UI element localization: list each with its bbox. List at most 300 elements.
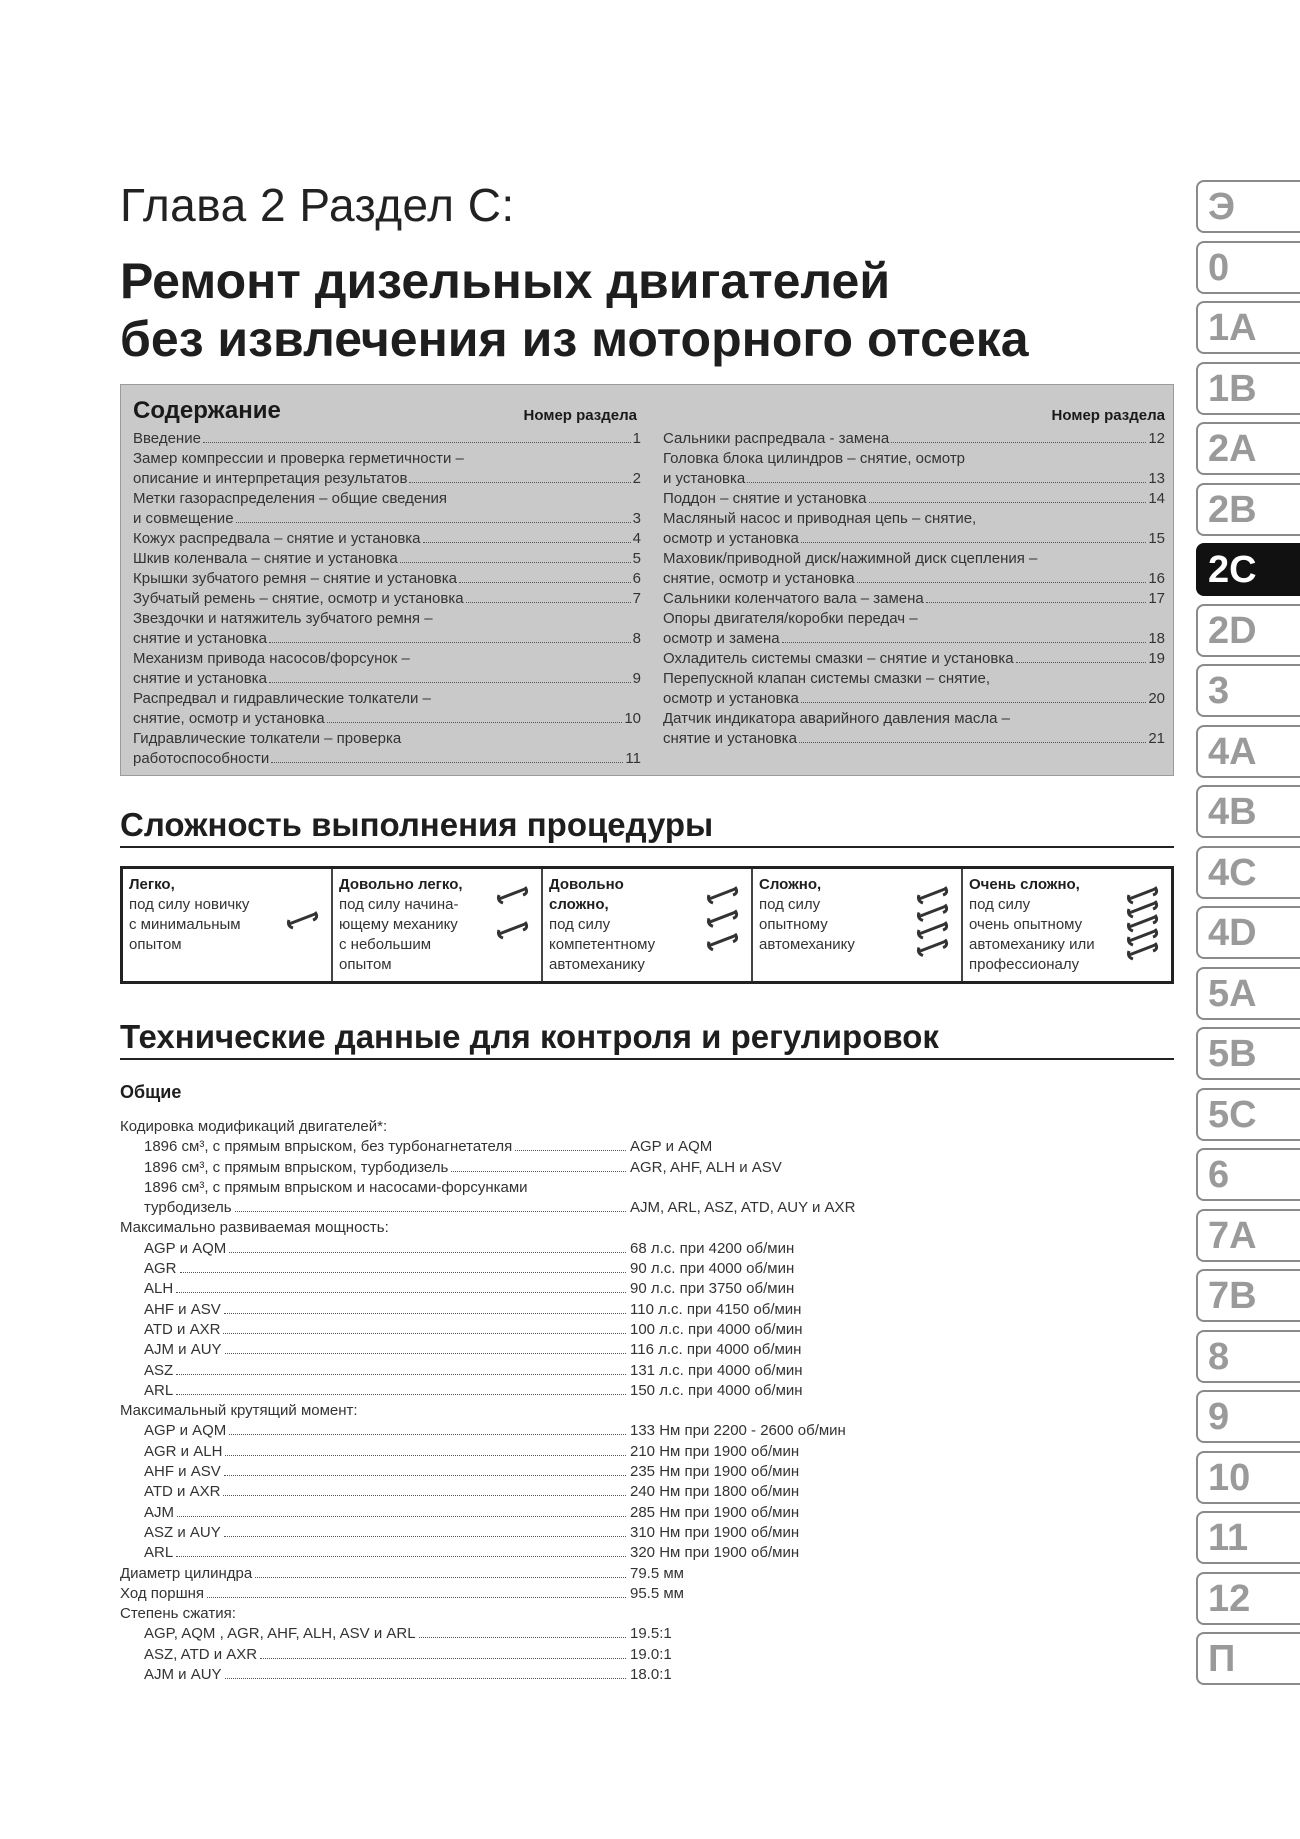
contents-entry-text: Датчик индикатора аварийного давления масла – <box>663 710 1010 727</box>
contents-entry-line <box>133 529 641 549</box>
contents-entry <box>133 729 641 769</box>
wrench-mark <box>499 922 527 938</box>
contents-entry-text: Распредвал и гидравлические толкатели – <box>133 690 431 707</box>
spec-row <box>120 1198 920 1218</box>
spec-label-text: Степень сжатия: <box>120 1605 236 1623</box>
dot-leader <box>799 742 1146 743</box>
difficulty-description <box>759 875 899 955</box>
chapter-tab[interactable]: 11 <box>1196 1511 1300 1564</box>
contents-entry-text: Введение <box>133 430 201 447</box>
spec-label-text: ASZ <box>144 1361 174 1379</box>
spec-value: AGR, AHF, ALH и ASV <box>630 1158 782 1176</box>
contents-entry-text: Шкив коленвала – снятие и установка <box>133 550 398 567</box>
contents-entry-line <box>133 569 641 589</box>
spec-row <box>120 1239 920 1259</box>
contents-entry-number: 16 <box>1148 570 1165 587</box>
spec-label <box>120 1158 630 1178</box>
spec-label <box>120 1503 630 1523</box>
spec-row <box>120 1584 920 1604</box>
spec-label-text: Максимальный крутящий момент: <box>120 1402 358 1420</box>
spec-label-text: ASZ и AUY <box>144 1523 221 1541</box>
difficulty-level <box>543 869 753 981</box>
contents-entry-number: 12 <box>1148 430 1165 447</box>
spec-label <box>120 1604 630 1624</box>
contents-entry-text: снятие, осмотр и установка <box>133 710 325 727</box>
spec-value: 240 Нм при 1800 об/мин <box>630 1483 800 1501</box>
section-number-header: Номер раздела <box>1051 407 1165 424</box>
spec-row <box>120 1300 920 1320</box>
dot-leader <box>203 442 631 443</box>
spec-label <box>120 1137 630 1157</box>
spec-value: 210 Нм при 1900 об/мин <box>630 1442 800 1460</box>
spec-label-text: ARL <box>144 1381 174 1399</box>
dot-leader <box>225 1455 626 1456</box>
chapter-tab[interactable]: П <box>1196 1632 1300 1685</box>
dot-leader <box>224 1313 626 1314</box>
dot-leader <box>176 1556 626 1557</box>
spec-row <box>120 1523 920 1543</box>
title-line-2: без извлечения из моторного отсека <box>120 311 1029 367</box>
specs-subheading: Общие <box>120 1082 182 1102</box>
spec-value: 79.5 мм <box>630 1564 684 1582</box>
spec-value: 100 л.с. при 4000 об/мин <box>630 1320 803 1338</box>
spec-label-text: Максимально развиваемая мощность: <box>120 1219 389 1237</box>
difficulty-text: автомеханику или <box>969 936 1095 953</box>
spec-value: 110 л.с. при 4150 об/мин <box>630 1300 802 1318</box>
dot-leader <box>926 602 1147 603</box>
contents-entry-text: Замер компрессии и проверка герметичности – <box>133 450 464 467</box>
spec-label <box>120 1218 630 1238</box>
contents-entry-number: 7 <box>632 590 641 607</box>
spec-label <box>120 1300 630 1320</box>
spec-row <box>120 1665 920 1685</box>
page-title <box>120 252 1029 368</box>
spec-value: AGP и AQM <box>630 1138 713 1156</box>
dot-leader <box>260 1658 626 1659</box>
spec-label <box>120 1239 630 1259</box>
chapter-tab[interactable]: 7B <box>1196 1269 1300 1322</box>
dot-leader <box>419 1637 626 1638</box>
spec-value: 131 л.с. при 4000 об/мин <box>630 1361 803 1379</box>
spec-value: 320 Нм при 1900 об/мин <box>630 1544 800 1562</box>
difficulty-description <box>339 875 479 975</box>
difficulty-text: профессионалу <box>969 956 1080 973</box>
contents-entry-line <box>133 629 641 649</box>
chapter-tab[interactable]: 2C <box>1196 543 1300 596</box>
spec-row <box>120 1279 920 1299</box>
dot-leader <box>229 1434 626 1435</box>
dot-leader <box>225 1678 626 1679</box>
spec-row <box>120 1624 920 1644</box>
spec-value: 95.5 мм <box>630 1584 684 1602</box>
spec-label-text: 1896 см³, с прямым впрыском, без турбонагнетателя <box>144 1138 513 1156</box>
spec-label-text: AJM и AUY <box>144 1341 222 1359</box>
difficulty-text: под силу <box>759 896 821 913</box>
wrench-rating-icon <box>493 879 531 969</box>
contents-entry-line <box>663 469 1165 489</box>
chapter-tab[interactable]: 5A <box>1196 967 1300 1020</box>
spec-label-text: ASZ, ATD и AXR <box>144 1645 258 1663</box>
contents-entry-line <box>663 529 1165 549</box>
spec-row <box>120 1137 920 1157</box>
chapter-tab[interactable]: 1B <box>1196 362 1300 415</box>
spec-label-text: AJM <box>144 1503 174 1521</box>
contents-entry <box>133 489 641 529</box>
section-number-header: Номер раздела <box>523 407 637 424</box>
difficulty-description <box>969 875 1109 975</box>
contents-entry-text: Маховик/приводной диск/нажимной диск сцепления – <box>663 550 1038 567</box>
contents-entry-text: описание и интерпретация результатов <box>133 470 408 487</box>
dot-leader <box>466 602 631 603</box>
contents-right-column <box>663 393 1165 749</box>
dot-leader <box>207 1597 626 1598</box>
contents-entry-number: 9 <box>632 670 641 687</box>
contents-entry-number: 11 <box>625 750 641 767</box>
spec-label-text: AGR <box>144 1260 177 1278</box>
difficulty-text: компетентному <box>549 936 656 953</box>
spec-row <box>120 1259 920 1279</box>
contents-entry <box>133 589 641 609</box>
contents-entry-line <box>663 569 1165 589</box>
difficulty-label: сложно, <box>549 896 609 913</box>
dot-leader <box>235 1211 626 1212</box>
spec-value: 18.0:1 <box>630 1666 672 1684</box>
spec-value: 68 л.с. при 4200 об/мин <box>630 1239 795 1257</box>
dot-leader <box>225 1353 626 1354</box>
contents-entry-number: 10 <box>624 710 641 727</box>
contents-entry-number: 1 <box>632 430 641 447</box>
contents-entry <box>663 669 1165 709</box>
spec-label-text: Кодировка модификаций двигателей*: <box>120 1118 388 1135</box>
wrench-mark <box>919 922 947 938</box>
difficulty-text: ющему механику <box>339 916 458 933</box>
chapter-tab[interactable]: 2A <box>1196 422 1300 475</box>
chapter-tab[interactable]: 4B <box>1196 785 1300 838</box>
dot-leader <box>451 1171 626 1172</box>
dot-leader <box>327 722 623 723</box>
contents-entry-text: Перепускной клапан системы смазки – снятие, <box>663 670 991 687</box>
contents-entry-text: снятие, осмотр и установка <box>663 570 855 587</box>
spec-value: 150 л.с. при 4000 об/мин <box>630 1381 803 1399</box>
spec-label <box>120 1401 630 1421</box>
chapter-tab[interactable]: 1A <box>1196 301 1300 354</box>
spec-label <box>120 1178 630 1198</box>
chapter-tab[interactable]: 4D <box>1196 906 1300 959</box>
dot-leader <box>747 482 1146 483</box>
spec-row <box>120 1482 920 1502</box>
chapter-tab[interactable]: 7A <box>1196 1209 1300 1262</box>
contents-entry <box>663 549 1165 589</box>
difficulty-text: под силу <box>969 896 1031 913</box>
contents-entry-text: осмотр и установка <box>663 690 799 707</box>
wrench-mark <box>919 887 947 903</box>
difficulty-text: под силу новичку <box>129 896 250 913</box>
spec-row <box>120 1178 920 1198</box>
contents-entry <box>133 549 641 569</box>
difficulty-box <box>120 866 1174 984</box>
spec-label-text: турбодизель <box>144 1199 232 1217</box>
dot-leader <box>269 682 631 683</box>
wrench-mark <box>919 940 947 956</box>
dot-leader <box>891 442 1146 443</box>
spec-label <box>120 1564 630 1584</box>
contents-entry-line <box>133 749 641 769</box>
dot-leader <box>255 1577 626 1578</box>
spec-value: 90 л.с. при 3750 об/мин <box>630 1280 795 1298</box>
contents-entry-text: Головка блока цилиндров – снятие, осмотр <box>663 450 966 467</box>
difficulty-description <box>129 875 269 955</box>
difficulty-text: опытом <box>129 936 182 953</box>
dot-leader <box>271 762 623 763</box>
contents-entry-line <box>663 689 1165 709</box>
spec-value: 19.5:1 <box>630 1625 672 1643</box>
chapter-tab[interactable]: 5B <box>1196 1027 1300 1080</box>
dot-leader <box>857 582 1147 583</box>
spec-label <box>120 1340 630 1360</box>
difficulty-level <box>963 869 1171 981</box>
spec-value: 235 Нм при 1900 об/мин <box>630 1463 800 1481</box>
contents-entry-line <box>663 429 1165 449</box>
contents-entry-line <box>663 729 1165 749</box>
dot-leader <box>180 1272 626 1273</box>
spec-label-text: ALH <box>144 1280 174 1298</box>
spec-value: 19.0:1 <box>630 1645 672 1663</box>
wrench-mark <box>289 912 317 928</box>
contents-left-column <box>133 393 641 769</box>
dot-leader <box>400 562 631 563</box>
spec-label <box>120 1665 630 1685</box>
dot-leader <box>515 1150 626 1151</box>
contents-entry-line <box>133 549 641 569</box>
contents-title: Содержание <box>133 397 281 424</box>
dot-leader <box>176 1292 626 1293</box>
contents-box <box>120 384 1174 776</box>
difficulty-text: с минимальным <box>129 916 241 933</box>
spec-label-text: Диаметр цилиндра <box>120 1564 253 1582</box>
chapter-label: Глава 2 Раздел C: <box>120 179 515 231</box>
spec-label <box>120 1543 630 1563</box>
chapter-tab[interactable]: 3 <box>1196 664 1300 717</box>
difficulty-text: опытному <box>759 916 828 933</box>
wrench-mark <box>919 905 947 921</box>
dot-leader <box>229 1252 626 1253</box>
dot-leader <box>423 542 631 543</box>
contents-entry-text: и установка <box>663 470 746 487</box>
spec-value: 310 Нм при 1900 об/мин <box>630 1523 800 1541</box>
spec-row <box>120 1117 920 1137</box>
wrench-mark <box>709 934 737 950</box>
contents-entry <box>663 509 1165 549</box>
spec-row <box>120 1381 920 1401</box>
dot-leader <box>269 642 631 643</box>
spec-label <box>120 1279 630 1299</box>
contents-entry <box>133 689 641 729</box>
contents-entry <box>133 609 641 649</box>
contents-entry-number: 4 <box>632 530 641 547</box>
spec-row <box>120 1320 920 1340</box>
contents-entry-number: 5 <box>632 550 641 567</box>
wrench-mark <box>1129 887 1157 903</box>
contents-entry-number: 14 <box>1148 490 1165 507</box>
difficulty-text: под силу начина- <box>339 896 459 913</box>
difficulty-level <box>753 869 963 981</box>
contents-entry-line <box>663 589 1165 609</box>
spec-label <box>120 1584 630 1604</box>
contents-entry-number: 19 <box>1148 650 1165 667</box>
chapter-tab[interactable]: 8 <box>1196 1330 1300 1383</box>
contents-entry-number: 8 <box>632 630 641 647</box>
difficulty-label: Легко, <box>129 876 175 893</box>
contents-entry-text: и совмещение <box>133 510 234 527</box>
spec-row <box>120 1442 920 1462</box>
contents-entry-number: 18 <box>1148 630 1165 647</box>
spec-label <box>120 1381 630 1401</box>
spec-value: 90 л.с. при 4000 об/мин <box>630 1260 795 1278</box>
dot-leader <box>176 1394 626 1395</box>
contents-entry <box>663 609 1165 649</box>
chapter-tab[interactable]: Э <box>1196 180 1300 233</box>
dot-leader <box>224 1536 626 1537</box>
difficulty-label: Очень сложно, <box>969 876 1080 893</box>
contents-entry-text: снятие и установка <box>663 730 797 747</box>
contents-entry-line <box>663 629 1165 649</box>
dot-leader <box>869 502 1147 503</box>
wrench-rating-icon <box>913 879 951 969</box>
contents-entry-text: Сальники распредвала - замена <box>663 430 890 447</box>
chapter-tab[interactable]: 9 <box>1196 1390 1300 1443</box>
contents-entry-text: Метки газораспределения – общие сведения <box>133 490 448 507</box>
spec-label <box>120 1421 630 1441</box>
contents-entry-number: 13 <box>1148 470 1165 487</box>
spec-row <box>120 1645 920 1665</box>
spec-label <box>120 1198 630 1218</box>
spec-label-text: ATD и AXR <box>144 1483 221 1501</box>
contents-entry-text: снятие и установка <box>133 670 267 687</box>
dot-leader <box>223 1495 626 1496</box>
chapter-tab[interactable]: 6 <box>1196 1148 1300 1201</box>
dot-leader <box>223 1333 626 1334</box>
contents-entry-number: 20 <box>1148 690 1165 707</box>
spec-label <box>120 1117 630 1137</box>
contents-entry-text: Гидравлические толкатели – проверка <box>133 730 402 747</box>
spec-row <box>120 1604 920 1624</box>
chapter-tab[interactable]: 2D <box>1196 604 1300 657</box>
contents-entry-number: 6 <box>632 570 641 587</box>
spec-label <box>120 1361 630 1381</box>
contents-entry-text: Опоры двигателя/коробки передач – <box>663 610 918 627</box>
contents-entry <box>133 569 641 589</box>
chapter-tab[interactable]: 5C <box>1196 1088 1300 1141</box>
spec-label-text: AGP, AQM , AGR, AHF, ALH, ASV и ARL <box>144 1625 416 1643</box>
spec-label-text: AJM и AUY <box>144 1666 222 1684</box>
spec-label <box>120 1645 630 1665</box>
dot-leader <box>782 642 1147 643</box>
chapter-tab[interactable]: 10 <box>1196 1451 1300 1504</box>
chapter-tab[interactable]: 4C <box>1196 846 1300 899</box>
contents-entry-text: Охладитель системы смазки – снятие и установка <box>663 650 1014 667</box>
contents-entry-number: 2 <box>632 470 641 487</box>
dot-leader <box>236 522 631 523</box>
difficulty-text: опытом <box>339 956 392 973</box>
spec-label-text: 1896 см³, с прямым впрыском, турбодизель <box>144 1158 449 1176</box>
difficulty-heading: Сложность выполнения процедуры <box>120 806 1174 848</box>
spec-label-text: AGP и AQM <box>144 1422 227 1440</box>
contents-entry <box>133 529 641 549</box>
dot-leader <box>801 702 1147 703</box>
contents-entry <box>663 429 1165 449</box>
difficulty-label: Сложно, <box>759 876 822 893</box>
spec-label-text: Ход поршня <box>120 1584 205 1602</box>
spec-label <box>120 1259 630 1279</box>
spec-value: 116 л.с. при 4000 об/мин <box>630 1341 802 1359</box>
difficulty-description <box>549 875 689 975</box>
contents-entry-number: 21 <box>1148 730 1165 747</box>
chapter-tab-index <box>1196 180 1300 1693</box>
contents-entry-line <box>663 489 1165 509</box>
dot-leader <box>459 582 631 583</box>
contents-entry <box>663 589 1165 609</box>
spec-label-text: AGP и AQM <box>144 1239 227 1257</box>
contents-entry-text: работоспособности <box>133 750 270 767</box>
contents-entry-text: Кожух распредвала – снятие и установка <box>133 530 421 547</box>
contents-entry-line <box>133 509 641 529</box>
contents-entry-line <box>133 469 641 489</box>
dot-leader <box>409 482 630 483</box>
contents-entry-line <box>133 589 641 609</box>
spec-label <box>120 1320 630 1340</box>
chapter-tab[interactable]: 0 <box>1196 241 1300 294</box>
contents-entry <box>133 429 641 449</box>
wrench-rating-icon <box>703 879 741 969</box>
contents-entry-line <box>133 709 641 729</box>
spec-row <box>120 1503 920 1523</box>
spec-row <box>120 1421 920 1441</box>
difficulty-label: Довольно <box>549 876 624 893</box>
contents-entry-number: 17 <box>1148 590 1165 607</box>
contents-entry-text: Масляный насос и приводная цепь – снятие, <box>663 510 977 527</box>
difficulty-text: под силу <box>549 916 611 933</box>
dot-leader <box>176 1374 626 1375</box>
chapter-tab[interactable]: 12 <box>1196 1572 1300 1625</box>
contents-entry-line <box>133 669 641 689</box>
wrench-mark <box>709 887 737 903</box>
specs-section <box>120 1082 920 1685</box>
spec-label <box>120 1523 630 1543</box>
difficulty-text: автомеханику <box>759 936 855 953</box>
spec-label <box>120 1624 630 1644</box>
spec-row <box>120 1158 920 1178</box>
contents-entry-text: Механизм привода насосов/форсунок – <box>133 650 410 667</box>
contents-entry-text: Зубчатый ремень – снятие, осмотр и установка <box>133 590 464 607</box>
spec-label <box>120 1462 630 1482</box>
spec-value: 133 Нм при 2200 - 2600 об/мин <box>630 1422 846 1440</box>
spec-row <box>120 1340 920 1360</box>
contents-entry-line <box>133 429 641 449</box>
dot-leader <box>1016 662 1147 663</box>
chapter-tab[interactable]: 2B <box>1196 483 1300 536</box>
title-line-1: Ремонт дизельных двигателей <box>120 253 891 309</box>
dot-leader <box>224 1475 626 1476</box>
contents-entry-number: 15 <box>1148 530 1165 547</box>
contents-entry <box>133 649 641 689</box>
spec-row <box>120 1361 920 1381</box>
spec-label-text: AHF и ASV <box>144 1300 221 1318</box>
contents-entry-text: снятие и установка <box>133 630 267 647</box>
difficulty-label: Довольно легко, <box>339 876 463 893</box>
difficulty-text: с небольшим <box>339 936 432 953</box>
chapter-tab[interactable]: 4A <box>1196 725 1300 778</box>
spec-label-text: AHF и ASV <box>144 1463 221 1481</box>
